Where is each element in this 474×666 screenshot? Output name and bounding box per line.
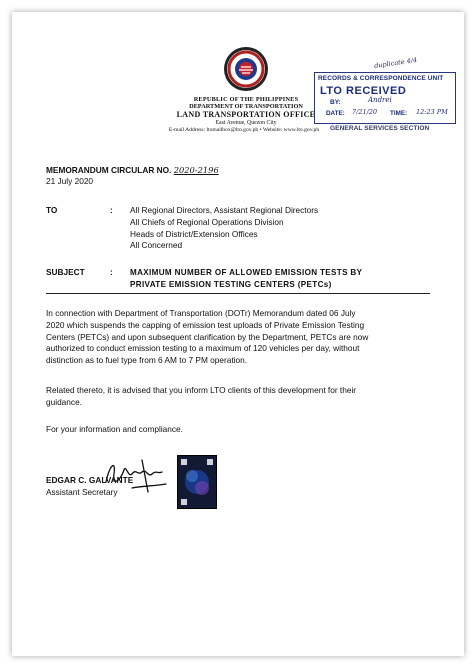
stamp-received: LTO RECEIVED <box>320 85 407 97</box>
memo-number: 2020-2196 <box>173 165 219 175</box>
recipient-item: All Chiefs of Regional Operations Division <box>130 216 284 227</box>
header-address: East Avenue, Quezon City <box>215 120 277 126</box>
memo-date: 21 July 2020 <box>46 176 94 186</box>
memorandum-page <box>12 12 464 656</box>
header-department: DEPARTMENT OF TRANSPORTATION <box>189 103 303 110</box>
body-line: For your information and compliance. <box>46 424 183 434</box>
recipient-item: Heads of District/Extension Offices <box>130 228 258 239</box>
subject-text <box>130 267 362 291</box>
body-line: Centers (PETCs) and upon subsequent clarification by the Department, PETCs are now <box>46 331 369 342</box>
memo-circular-heading <box>46 165 219 175</box>
to-colon: : <box>110 205 113 215</box>
body-line: guidance. <box>46 396 82 407</box>
stamp-title: RECORDS & CORRESPONDENCE UNIT <box>318 75 444 82</box>
recipient-item: All Concerned <box>130 240 183 251</box>
received-stamp <box>314 56 460 134</box>
header-office: LAND TRANSPORTATION OFFICE <box>176 110 316 119</box>
divider <box>46 293 430 294</box>
body-line: distinction as to fuel type from 6 AM to 7 PM operation. <box>46 355 248 366</box>
security-hologram-icon <box>177 455 217 509</box>
body-line: Related thereto, it is advised that you inform LTO clients of this development for their <box>46 385 357 395</box>
lto-seal-icon <box>223 46 269 92</box>
to-label: TO <box>46 205 58 215</box>
body-line: 2020 which suspends the capping of emission test uploads of Private Emission Testing <box>46 319 365 330</box>
body-paragraph-2 <box>46 385 436 409</box>
stamp-date-value: 7/21/20 <box>352 108 378 116</box>
body-line: In connection with Department of Transportation (DOTr) Memorandum dated 06 July <box>46 308 356 318</box>
subject-label: SUBJECT <box>46 267 85 277</box>
body-line: authorized to conduct emission testing to a maximum of 120 vehicles per day, without <box>46 343 360 354</box>
memo-label: MEMORANDUM CIRCULAR NO. <box>46 165 172 175</box>
recipient-item: All Regional Directors, Assistant Regional Directors <box>130 205 319 215</box>
header-contact: E-mail Address: ltomailbox@lto.gov.ph • Website: www.lto.gov.ph <box>168 127 320 133</box>
stamp-date-label: DATE: <box>326 110 345 117</box>
body-paragraph-1 <box>46 308 436 367</box>
stamp-by-value: Andrei <box>368 96 392 104</box>
body-paragraph-3 <box>46 424 436 436</box>
signatory-name: EDGAR C. GALVANTE <box>46 475 134 485</box>
stamp-time-value: 12:23 PM <box>416 108 448 116</box>
stamp-annotation: duplicate 4/4 <box>373 56 418 70</box>
stamp-by-label: BY: <box>330 99 341 106</box>
subject-line: MAXIMUM NUMBER OF ALLOWED EMISSION TESTS BY <box>130 268 363 277</box>
subject-colon: : <box>110 267 113 277</box>
header-republic: REPUBLIC OF THE PHILIPPINES <box>193 96 299 103</box>
subject-line: PRIVATE EMISSION TESTING CENTERS (PETCs) <box>130 279 332 289</box>
recipient-list <box>130 205 318 252</box>
stamp-section: GENERAL SERVICES SECTION <box>330 125 430 132</box>
signatory-title: Assistant Secretary <box>46 487 118 497</box>
stamp-time-label: TIME: <box>390 110 408 117</box>
